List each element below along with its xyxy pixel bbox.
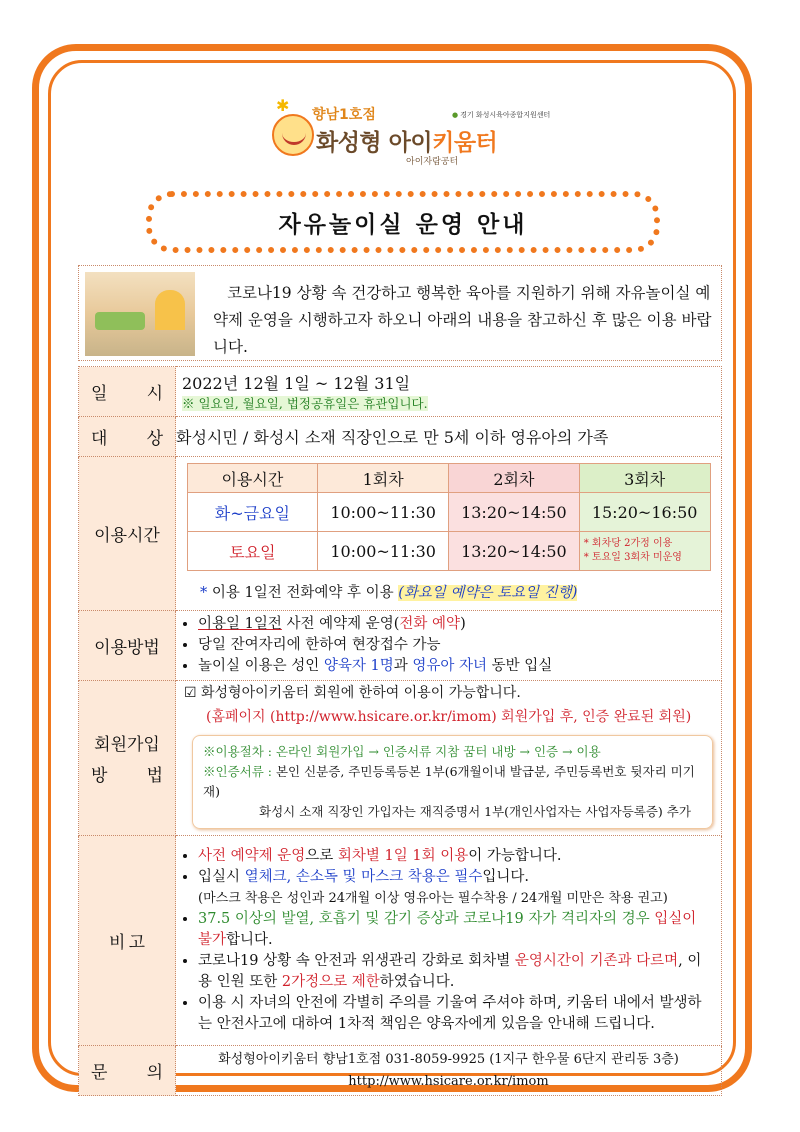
slot-note: * 회차당 2가정 이용 * 토요일 3회차 미운영: [579, 532, 710, 571]
playroom-photo: [85, 272, 195, 356]
title-box: [146, 191, 660, 253]
row-date: [79, 367, 722, 417]
logo-org: ● 경기 화성시육아종합지원센터: [452, 110, 550, 120]
method-cell: [176, 611, 722, 681]
info-table: [78, 366, 722, 1096]
row-target: [79, 417, 722, 457]
remark-item: • 37.5 이상의 발열, 호흡기 및 감기 증상과 코로나19 자가 격리자의 경우 입실이 불가합니다.: [198, 909, 713, 951]
page-title: 자유놀이실 운영 안내: [278, 211, 528, 238]
row-hours: [79, 457, 722, 611]
member-procedure-box: ※이용절차 : 온라인 회원가입 → 인증서류 지참 꿈터 내방 → 인증 → 이용 ※인증서류 : 본인 신분증, 주민등록등본 1부(6개월이내 발급분, 주민등록번호 뒷자리 미기재) 화성시 소재 직장인 가입자는 재직증명서 1부(개인사업자는 사업자등록증) 추가: [192, 735, 713, 829]
slot-cell: 10:00~11:30: [318, 493, 449, 532]
remark-item: • 코로나19 상황 속 안전과 위생관리 강화로 회차별 운영시간이 기존과 다르며, 이용 인원 또한 2가정으로 제한하였습니다.: [198, 951, 713, 993]
saturday-highlight: (화요일 예약은 토요일 진행): [398, 585, 578, 601]
member-homepage: (홈페이지 (http://www.hsicare.or.kr/imom) 회원가입 후, 인증 완료된 회원): [206, 709, 692, 725]
method-item: • 이용일 1일전 사전 예약제 운영(전화 예약): [198, 614, 721, 635]
remarks-cell: [176, 836, 722, 1046]
label-target: 대 상: [79, 417, 176, 457]
slot-cell: 10:00~11:30: [318, 532, 449, 571]
schedule-header: 1회차: [318, 464, 449, 493]
smile-face-icon: [272, 114, 314, 156]
slot-cell: 13:20~14:50: [449, 532, 580, 571]
schedule-header: 이용시간: [187, 464, 318, 493]
target-text: 화성시민 / 화성시 소재 직장인으로 만 5세 이하 영유아의 가족: [176, 417, 722, 457]
logo: [272, 96, 551, 168]
schedule-table: [187, 463, 711, 571]
label-method: 이용방법: [79, 611, 176, 681]
row-remarks: [79, 836, 722, 1046]
remark-item: • 사전 예약제 운영으로 회차별 1일 1회 이용이 가능합니다.: [198, 846, 713, 867]
member-cell: [176, 681, 722, 836]
slot-cell: 13:20~14:50: [449, 493, 580, 532]
row-member: [79, 681, 722, 836]
logo-name: 화성형 아이키움터: [316, 130, 498, 156]
method-item: • 당일 잔여자리에 한하여 현장접수 가능: [198, 635, 721, 656]
contact-info: 화성형아이키움터 향남1호점 031-8059-9925 (1지구 한우물 6단지 관리동 3층): [218, 1051, 679, 1067]
label-hours: 이용시간: [79, 457, 176, 611]
logo-branch: 향남1호점: [312, 107, 376, 123]
hours-cell: [176, 457, 722, 611]
date-cell: [176, 367, 722, 417]
star-icon: ✱: [276, 96, 290, 115]
logo-tagline: 아이자람공터: [406, 157, 459, 167]
remark-item: • 입실시 열체크, 손소독 및 마스크 착용은 필수입니다. (마스크 착용은 성인과 24개월 이상 영유아는 필수착용 / 24개월 미만은 착용 권고): [198, 867, 713, 909]
date-range: 2022년 12월 1일 ~ 12월 31일: [182, 374, 411, 393]
label-contact: 문 의: [79, 1046, 176, 1096]
saturday-label: 토요일: [187, 532, 318, 571]
date-note: ※ 일요일, 월요일, 법정공휴일은 휴관입니다.: [182, 396, 428, 411]
label-member: 회원가입 방 법: [79, 681, 176, 836]
contact-url[interactable]: http://www.hsicare.or.kr/imom: [348, 1073, 549, 1089]
method-item: • 놀이실 이용은 성인 양육자 1명과 영유아 자녀 동반 입실: [198, 656, 721, 677]
member-line: ☑ 화성형아이키움터 회원에 한하여 이용이 가능합니다.: [184, 685, 521, 701]
schedule-header: 3회차: [579, 464, 710, 493]
schedule-header: 2회차: [449, 464, 580, 493]
label-date: 일 시: [79, 367, 176, 417]
intro-box: [78, 265, 722, 361]
contact-cell: [176, 1046, 722, 1096]
weekday-label: 화~금요일: [187, 493, 318, 532]
label-remarks: 비 고: [79, 836, 176, 1046]
schedule-note: * 이용 1일전 전화예약 후 이용 (화요일 예약은 토요일 진행): [200, 585, 578, 601]
row-method: [79, 611, 722, 681]
intro-text: 코로나19 상황 속 건강하고 행복한 육아를 지원하기 위해 자유놀이실 예약제 운영을 시행하고자 하오니 아래의 내용을 참고하신 후 많은 이용 바랍니다.: [213, 284, 712, 356]
row-contact: [79, 1046, 722, 1096]
slot-cell: 15:20~16:50: [579, 493, 710, 532]
remark-item: • 이용 시 자녀의 안전에 각별히 주의를 기울여 주셔야 하며, 키움터 내에서 발생하는 안전사고에 대하여 1차적 책임은 양육자에게 있음을 안내해 드립니다.: [198, 993, 713, 1035]
